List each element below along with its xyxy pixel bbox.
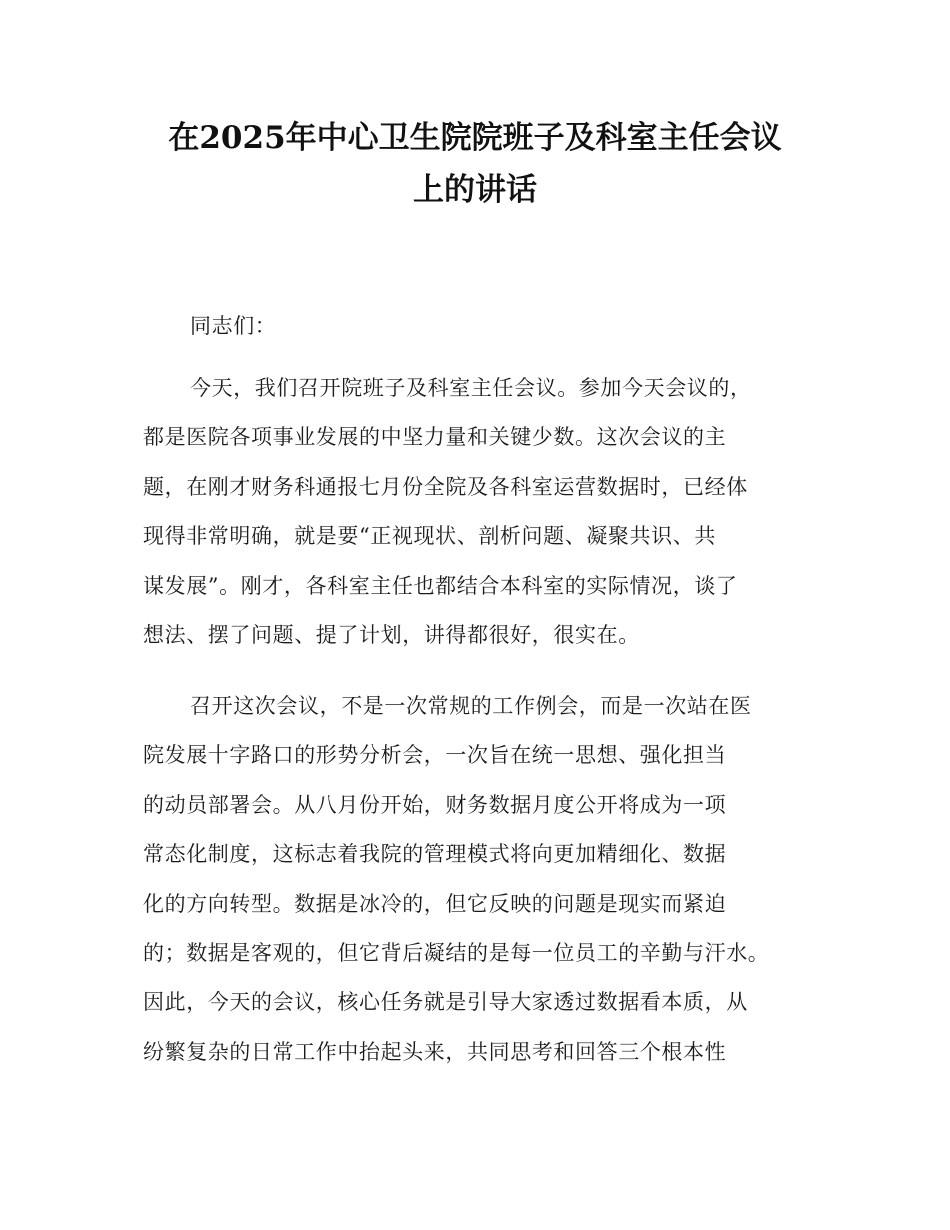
paragraph-line: 化的方向转型。数据是冰冷的，但它反映的问题是现实而紧迫 [143,891,727,916]
paragraph-line: 因此，今天的会议，核心任务就是引导大家透过数据看本质，从 [143,990,748,1015]
salutation: 同志们： [190,314,277,338]
paragraph-line: 纷繁复杂的日常工作中抬起头来，共同思考和回答三个根本性 [143,1039,727,1064]
document-title [0,112,950,216]
paragraph-line: 都是医院各项事业发展的中坚力量和关键少数。这次会议的主 [143,425,727,450]
paragraph-line: 今天，我们召开院班子及科室主任会议。参加今天会议的， [190,376,752,400]
paragraph-line: 想法、摆了问题、提了计划，讲得都很好，很实在。 [143,622,640,647]
paragraph-line: 召开这次会议，不是一次常规的工作例会，而是一次站在医 [190,694,752,718]
title-line-2: 上的讲话 [413,172,537,208]
paragraph-line: 谋发展”。刚才，各科室主任也都结合本科室的实际情况，谈了 [143,573,738,598]
paragraph-line: 的；数据是客观的，但它背后凝结的是每一位员工的辛勤与汗水。 [143,940,770,965]
paragraph-1 [143,364,833,660]
paragraph-line: 现得非常明确，就是要“正视现状、剖析问题、凝聚共识、共 [143,524,716,549]
paragraph-line: 题，在刚才财务科通报七月份全院及各科室运营数据时，已经体 [143,474,748,499]
paragraph-line: 院发展十字路口的形势分析会，一次旨在统一思想、强化担当 [143,743,727,768]
paragraph-2 [143,682,833,1077]
paragraph-line: 的动员部署会。从八月份开始，财务数据月度公开将成为一项 [143,792,727,817]
paragraph-line: 常态化制度，这标志着我院的管理模式将向更加精细化、数据 [143,842,727,867]
title-line-1: 在2025年中心卫生院院班子及科室主任会议 [168,120,782,156]
